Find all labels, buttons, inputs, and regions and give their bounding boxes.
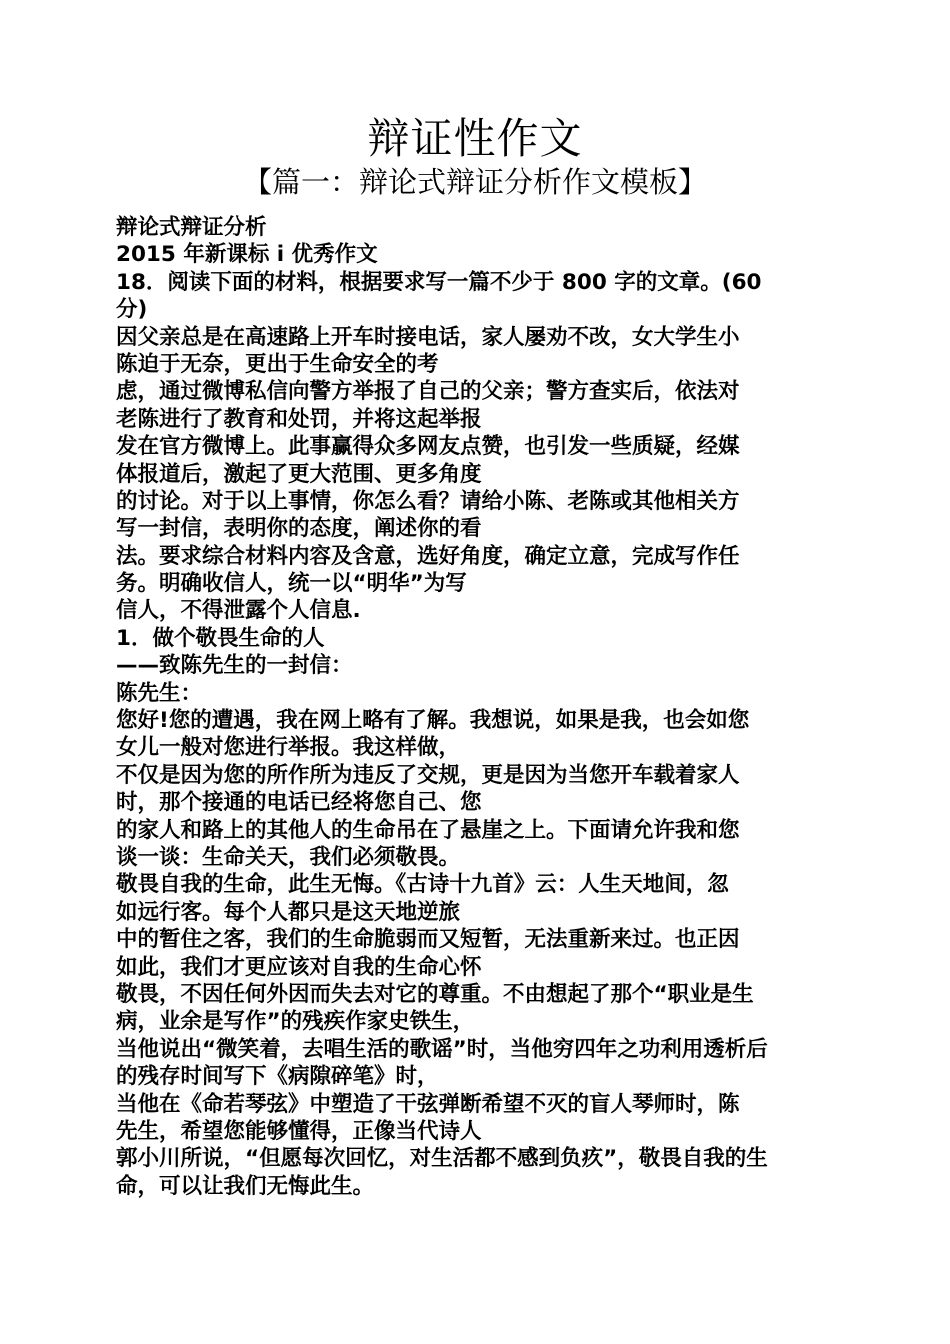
body-line: 的讨论。对于以上事情，你怎么看？请给小陈、老陈或其他相关方	[116, 488, 740, 514]
body-line: 陈迫于无奈，更出于生命安全的考	[116, 351, 439, 377]
body-line: 陈先生：	[116, 680, 203, 706]
document-title: 辩证性作文	[367, 114, 583, 163]
body-line: 郭小川所说，“但愿每次回忆，对生活都不感到负疚”，敬畏自我的生	[116, 1146, 768, 1172]
body-line: ——致陈先生的一封信：	[116, 653, 353, 679]
body-line: 因父亲总是在高速路上开车时接电话，家人屡劝不改，女大学生小	[116, 324, 740, 350]
body-line: 不仅是因为您的所作所为违反了交规，更是因为当您开车载着家人	[116, 762, 740, 788]
body-line: 如此，我们才更应该对自我的生命心怀	[116, 954, 482, 980]
document-subtitle: 【篇一：辩论式辩证分析作文模板】	[242, 165, 707, 199]
body-line: 当他说出“微笑着，去唱生活的歌谣”时，当他穷四年之功利用透析后	[116, 1036, 768, 1062]
body-line: 敬畏，不因任何外因而失去对它的尊重。不由想起了那个“职业是生	[116, 981, 754, 1007]
body-line: 体报道后，激起了更大范围、更多角度	[116, 461, 482, 487]
body-line: 敬畏自我的生命，此生无悔。《古诗十九首》云：人生天地间，忽	[116, 872, 729, 898]
body-line: 您好!您的遭遇，我在网上略有了解。我想说，如果是我，也会如您	[116, 708, 750, 734]
body-line: 务。明确收信人，统一以“明华”为写	[116, 571, 467, 597]
body-line: 的残存时间写下《病隙碎笔》时，	[116, 1064, 439, 1090]
body-line: 时，那个接通的电话已经将您自己、您	[116, 790, 482, 816]
body-line: 虑，通过微博私信向警方举报了自己的父亲；警方查实后，依法对	[116, 379, 740, 405]
body-line: 信人，不得泄露个人信息.	[116, 598, 361, 624]
body-line: 辩论式辩证分析	[116, 215, 267, 240]
body-line: 1．做个敬畏生命的人	[116, 625, 325, 651]
body-line: 法。要求综合材料内容及含意，选好角度，确定立意，完成写作任	[116, 543, 740, 569]
body-line: 18．阅读下面的材料，根据要求写一篇不少于 800 字的文章。(60	[116, 269, 762, 295]
body-line: 先生，希望您能够懂得，正像当代诗人	[116, 1118, 482, 1144]
body-line: 中的暂住之客，我们的生命脆弱而又短暂，无法重新来过。也正因	[116, 927, 740, 953]
body-line: 的家人和路上的其他人的生命吊在了悬崖之上。下面请允许我和您	[116, 817, 740, 843]
body-line: 如远行客。每个人都只是这天地逆旅	[116, 899, 461, 925]
body-line: 老陈进行了教育和处罚，并将这起举报	[116, 406, 482, 432]
body-line: 病，业余是写作”的残疾作家史铁生，	[116, 1009, 475, 1035]
document-body	[116, 214, 842, 1200]
body-line: 当他在《命若琴弦》中塑造了干弦弹断希望不灭的盲人琴师时，陈	[116, 1091, 740, 1117]
body-line: 谈一谈：生命关天，我们必须敬畏。	[116, 844, 461, 870]
body-line: 2015 年新课标 i 优秀作文	[116, 242, 378, 268]
body-line: 命，可以让我们无悔此生。	[116, 1173, 375, 1199]
body-line: 女儿一般对您进行举报。我这样做，	[116, 735, 461, 761]
body-line: 分)	[116, 297, 148, 323]
body-line: 写一封信，表明你的态度，阐述你的看	[116, 516, 482, 542]
body-line: 发在官方微博上。此事赢得众多网友点赞，也引发一些质疑，经媒	[116, 434, 740, 460]
